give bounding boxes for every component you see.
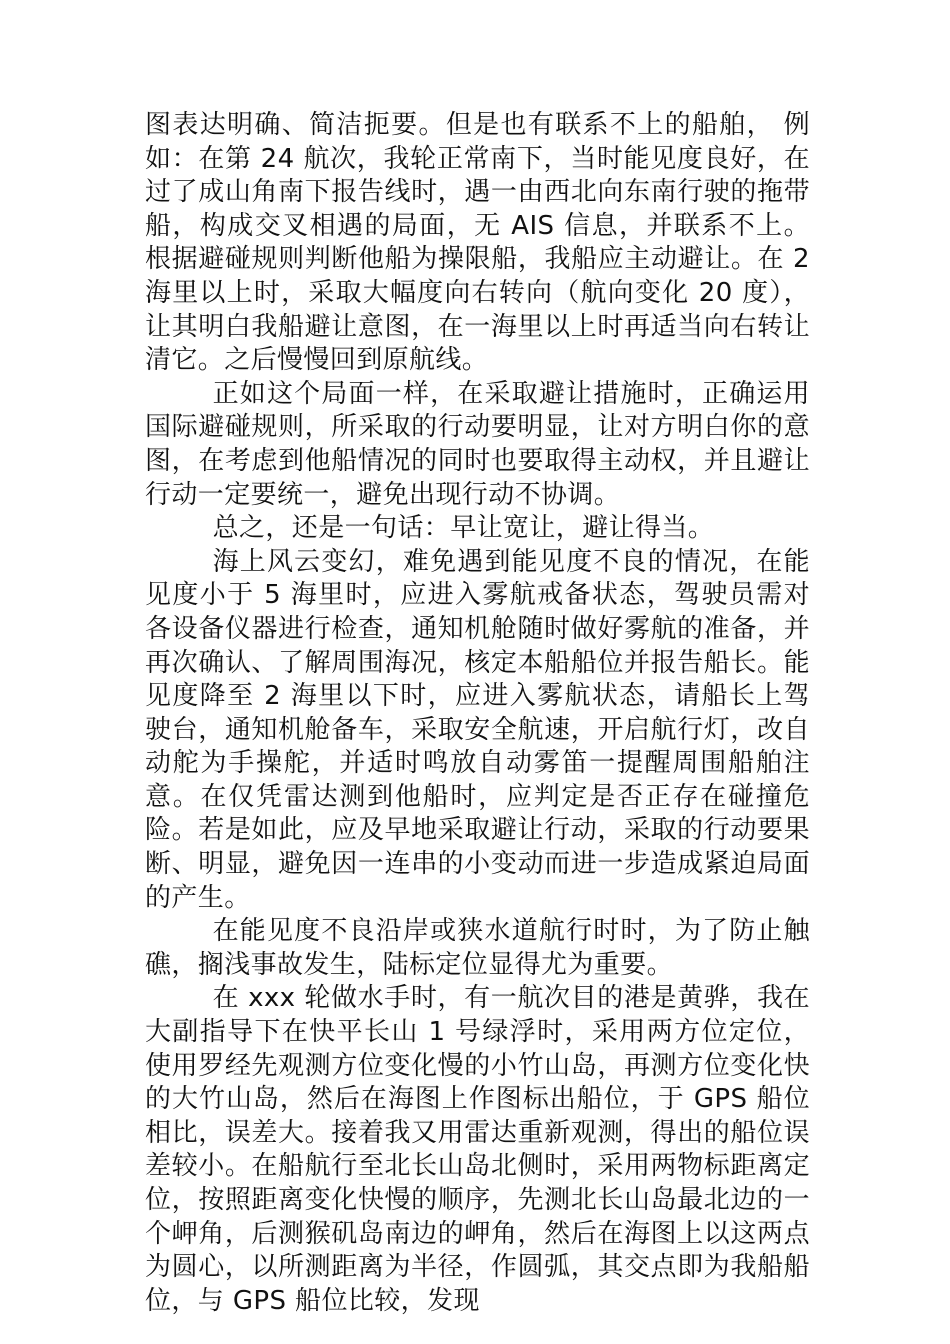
paragraph-coastal-navigation: 在能见度不良沿岸或狭水道航行时时，为了防止触礁，搁浅事故发生，陆标定位显得尤为重要。 (145, 916, 810, 980)
paragraph-avoidance-principle: 正如这个局面一样，在采取避让措施时，正确运用国际避碰规则，所采取的行动要明显，让对方明白你的意图，在考虑到他船情况的同时也要取得主动权，并且避让行动一定要统一，避免出现行动不协调。 (145, 378, 810, 510)
paragraph-restricted-visibility: 海上风云变幻，难免遇到能见度不良的情况，在能见度小于 5 海里时，应进入雾航戒备状态，驾驶员需对各设备仪器进行检查，通知机舱随时做好雾航的准备，并再次确认、了解周围海况，核定本船船位并报告船长。能见度降至 2 海里以下时，应进入雾航状态，请船长上驾驶台，通知机舱备车，采取安全航速，开启航行灯，改自动舵为手操舵，并适时鸣放自动雾笛一提醒周围船舶注意。在仅凭雷达测到他船时，应判定是否正存在碰撞危险。若是如此，应及早地采取避让行动，采取的行动要果断、明显，避免因一连串的小变动而进一步造成紧迫局面的产生。 (145, 546, 810, 913)
paragraph-continuation: 图表达明确、简洁扼要。但是也有联系不上的船舶， 例如：在第 24 航次，我轮正常南下，当时能见度良好，在过了成山角南下报告线时，遇一由西北向东南行驶的拖带船，构成交叉相遇的局面，无 AIS 信息，并联系不上。根据避碰规则判断他船为操限船，我船应主动避让。在 2 海里以上时，采取大幅度向右转向（航向变化 20 度），让其明白我船避让意图，在一海里以上时再适当向右转让清它。之后慢慢回到原航线。 (145, 110, 810, 376)
paragraph-summary: 总之，还是一句话：早让宽让，避让得当。 (212, 513, 715, 544)
paragraph-position-fixing: 在 xxx 轮做水手时，有一航次目的港是黄骅，我在大副指导下在快平长山 1 号绿浮时，采用两方位定位，使用罗经先观测方位变化慢的小竹山岛，再测方位变化快的大竹山岛，然后在海图上作图标出船位，于 GPS 船位相比，误差大。接着我又用雷达重新观测，得出的船位误差较小。在船航行至北长山岛北侧时，采用两物标距离定位，按照距离变化快慢的顺序，先测北长山岛最北边的一个岬角，后测猴矶岛南边的岬角，然后在海图上以这两点为圆心，以所测距离为半径，作圆弧，其交点即为我船船位，与 GPS 船位比较，发现 (145, 983, 810, 1316)
document-page (145, 109, 810, 1318)
